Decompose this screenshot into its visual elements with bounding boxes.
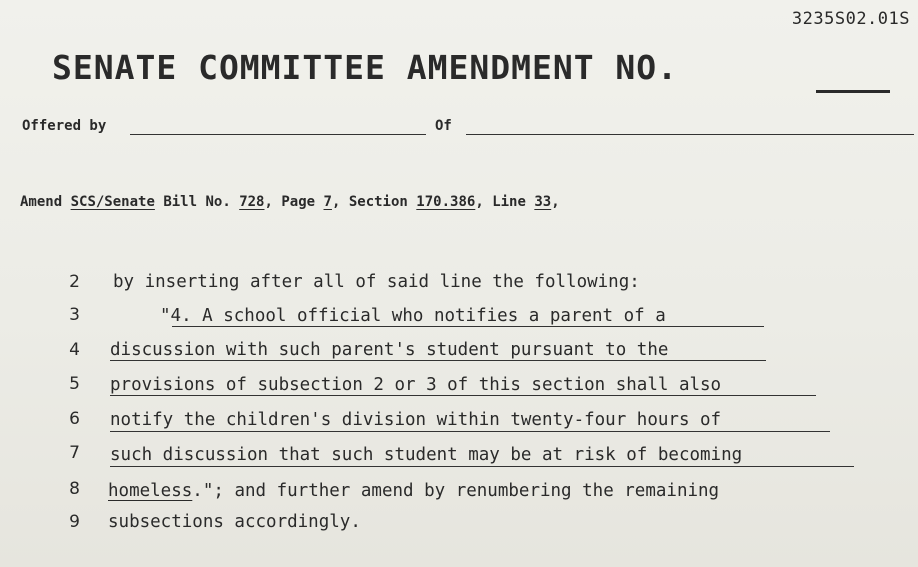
- bill-type: SCS/Senate: [70, 194, 155, 210]
- of-field[interactable]: [466, 134, 914, 135]
- insertion-underline: [110, 360, 766, 361]
- inserted-text: homeless: [108, 481, 193, 501]
- separator: ,: [475, 194, 484, 210]
- offered-by-label: Offered by: [22, 118, 107, 134]
- line-label: Line: [492, 194, 526, 210]
- insertion-underline: [172, 326, 764, 327]
- open-quote: ": [160, 306, 171, 326]
- instruction-text: ."; and further amend by renumbering the remaining: [192, 481, 720, 501]
- amendment-text-line: such discussion that such student may be at risk of becoming: [110, 445, 743, 465]
- line-number: 33: [534, 194, 552, 210]
- amend-line: [20, 194, 560, 210]
- line-number: 9: [69, 512, 80, 532]
- line-number: 7: [69, 443, 80, 463]
- separator: ,: [551, 194, 560, 210]
- line-number: 5: [69, 374, 80, 394]
- document-id: 3235S02.01S: [791, 9, 910, 29]
- of-label: Of: [435, 118, 452, 134]
- amendment-text-line: notify the children's division within twenty-four hours of: [110, 410, 722, 430]
- line-number: 2: [69, 272, 80, 292]
- line-number: 4: [69, 340, 80, 360]
- amendment-text-line: [108, 481, 719, 501]
- page-title: SENATE COMMITTEE AMENDMENT NO.: [52, 48, 679, 87]
- amendment-text-line: by inserting after all of said line the following:: [113, 272, 640, 292]
- amendment-text-line: provisions of subsection 2 or 3 of this section shall also: [110, 375, 722, 395]
- inserted-text: 4. A school official who notifies a parent of a: [170, 306, 666, 326]
- amendment-text-line: [160, 306, 666, 326]
- insertion-underline: [110, 431, 830, 432]
- amendment-number-blank[interactable]: [816, 90, 890, 93]
- section-number: 170.386: [416, 194, 476, 210]
- amendment-text-line: discussion with such parent's student pursuant to the: [110, 340, 669, 360]
- separator: ,: [264, 194, 273, 210]
- page-label: Page: [281, 194, 316, 210]
- page-number: 7: [323, 194, 332, 210]
- line-number: 3: [69, 305, 80, 325]
- amend-label: Amend: [20, 194, 63, 210]
- offered-by-field[interactable]: [130, 134, 426, 135]
- separator: ,: [331, 194, 341, 210]
- amendment-text-line: subsections accordingly.: [108, 512, 361, 532]
- bill-number: 728: [239, 194, 265, 210]
- line-number: 6: [69, 409, 80, 429]
- insertion-underline: [110, 395, 816, 396]
- section-label: Section: [348, 194, 408, 210]
- line-number: 8: [69, 479, 80, 499]
- insertion-underline: [110, 466, 854, 467]
- bill-label: Bill No.: [163, 194, 231, 210]
